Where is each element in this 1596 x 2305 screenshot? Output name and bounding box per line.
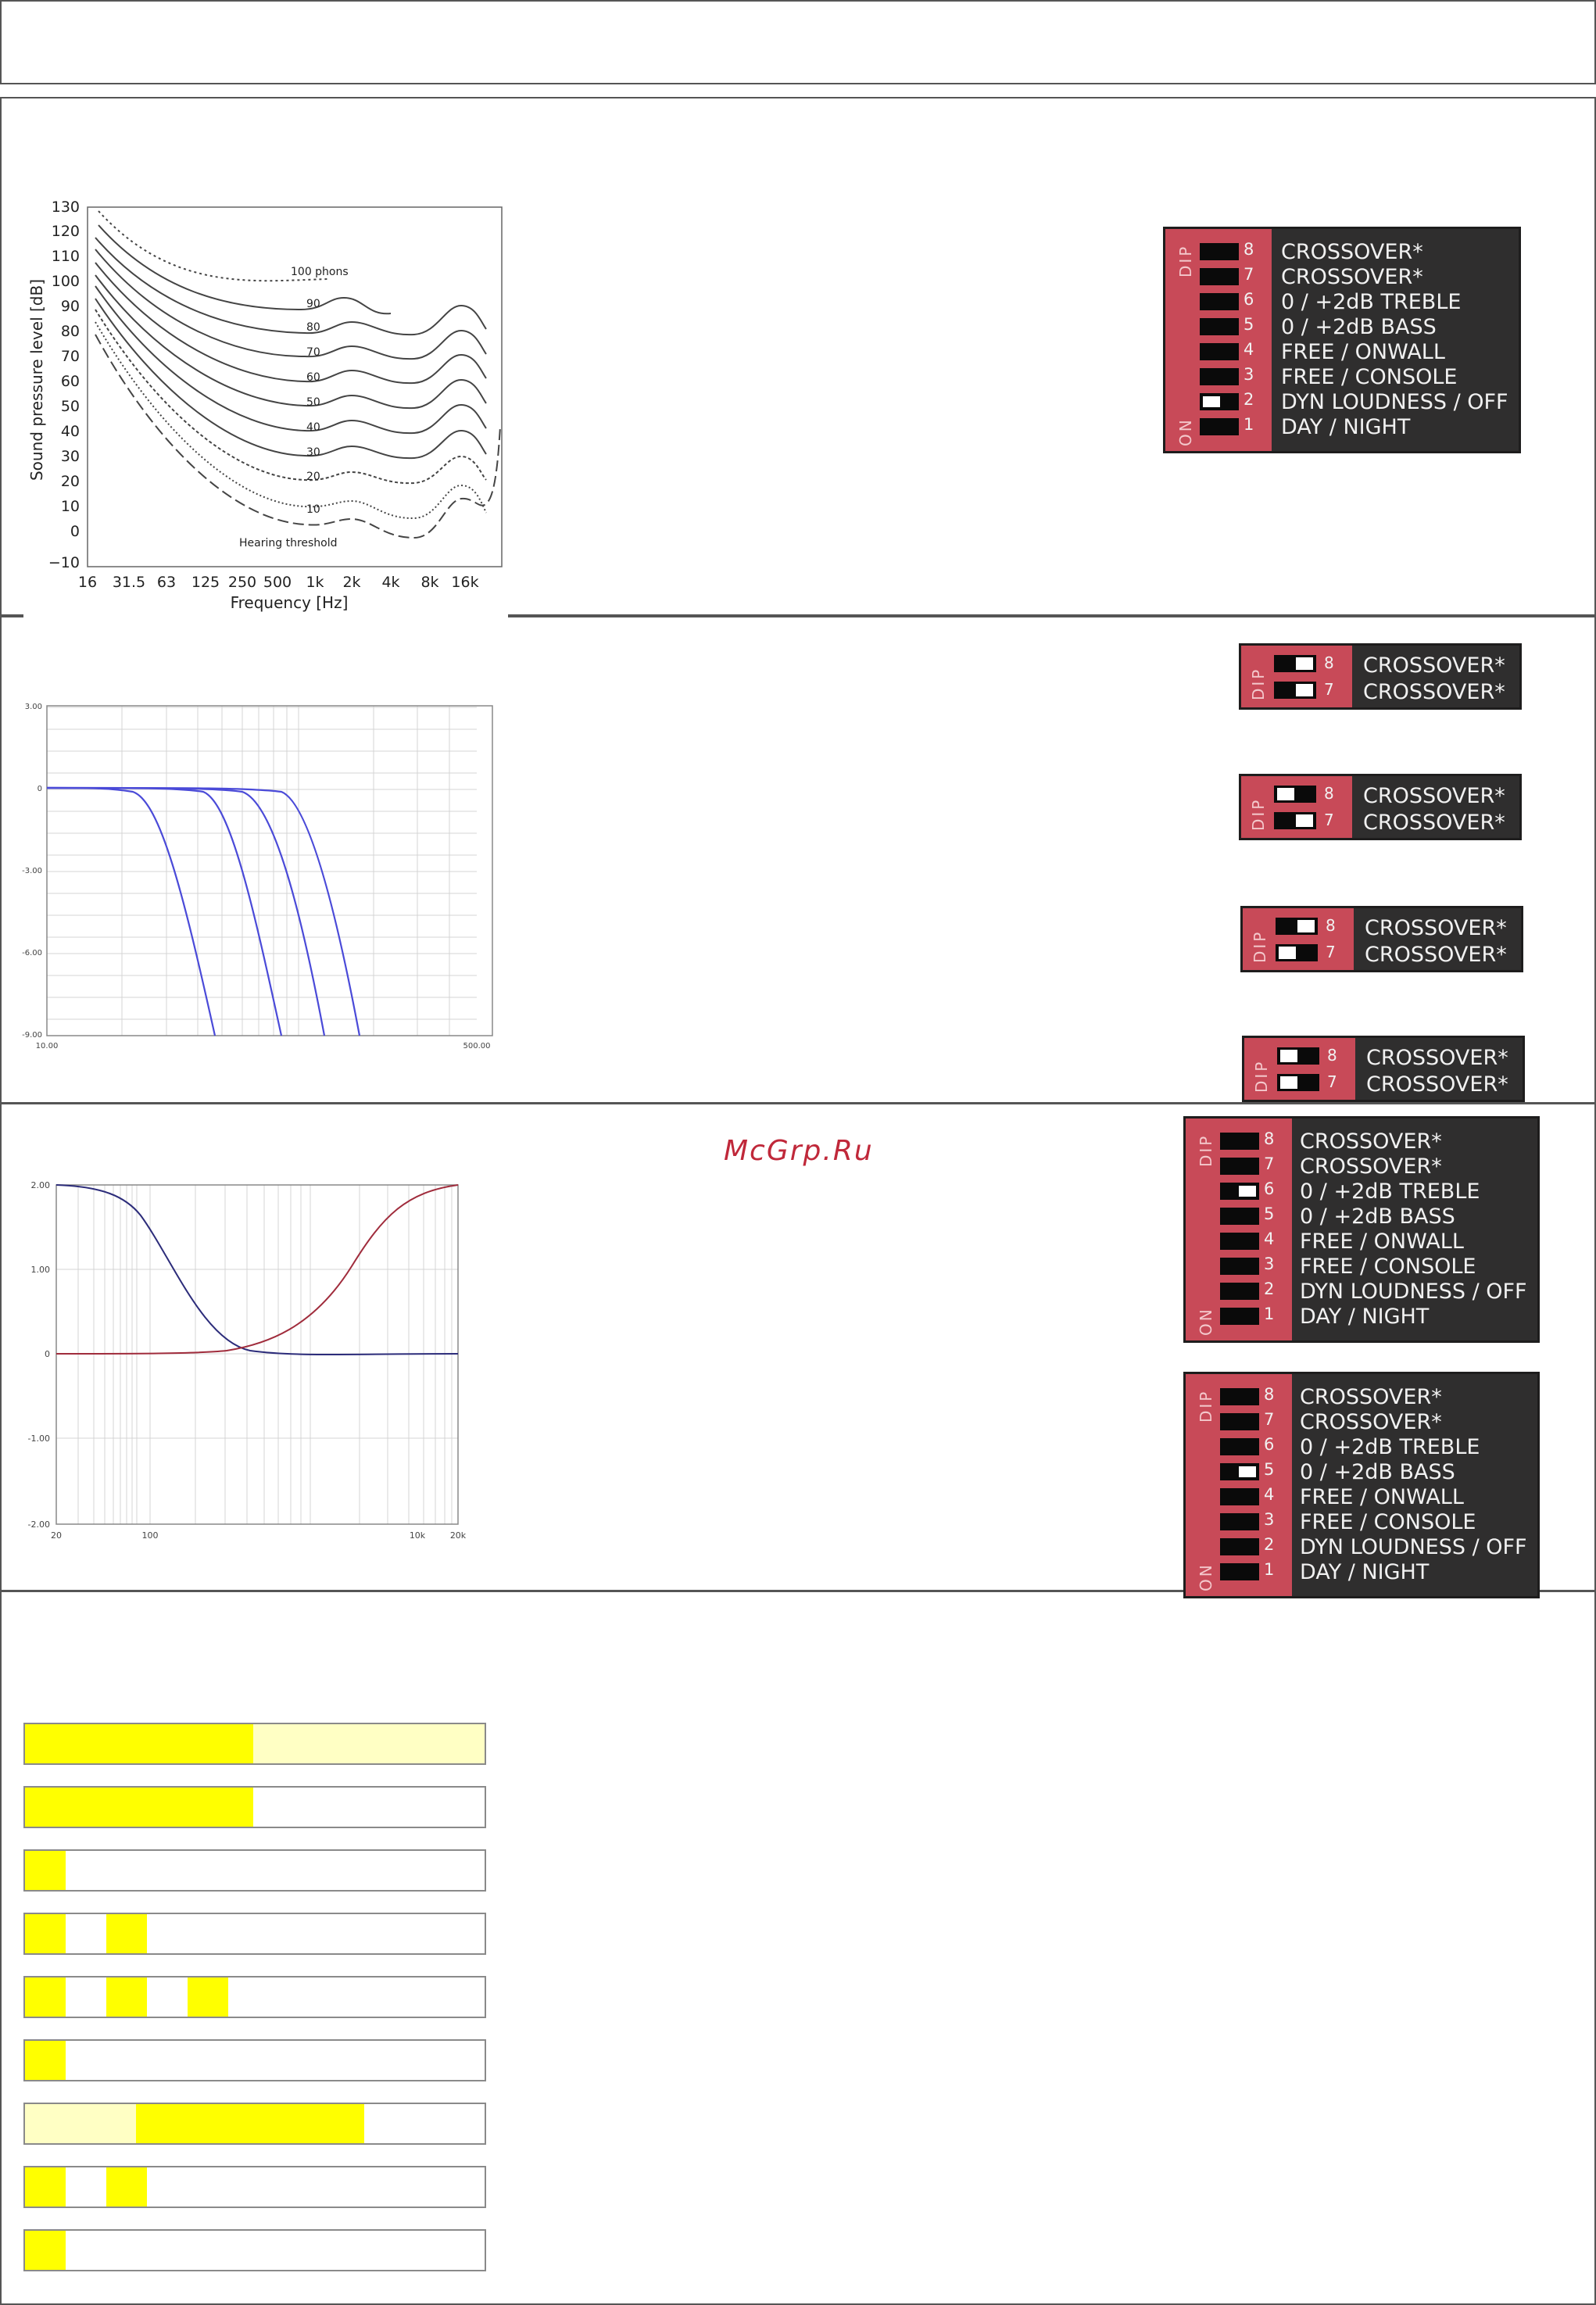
dip-number: 2 (1244, 390, 1254, 409)
dip-label: CROSSOVER* (1363, 653, 1505, 678)
curve-label: 50 (306, 396, 320, 409)
curve-label: 40 (306, 421, 320, 434)
dip-number: 7 (1264, 1154, 1275, 1173)
dip-title: DIP (1249, 797, 1268, 831)
dip-on-label: ON (1197, 1307, 1215, 1336)
x-tick: 31.5 (112, 574, 146, 591)
y-tick: 0 (37, 785, 42, 793)
x-axis-label: Frequency [Hz] (230, 593, 349, 612)
dip-label: 0 / +2dB BASS (1281, 315, 1437, 339)
dip-switch-2-knob (1203, 396, 1220, 407)
y-tick: 40 (60, 423, 80, 440)
dip-number: 7 (1244, 265, 1254, 284)
dip-number: 8 (1264, 1129, 1275, 1148)
x-tick: 10k (409, 1530, 426, 1541)
dip-crossover-panel-3 (1240, 906, 1523, 972)
dip-number: 3 (1244, 365, 1254, 384)
y-tick: 70 (60, 348, 80, 365)
indicator-bar-1 (23, 1723, 486, 1765)
dip-label: CROSSOVER* (1365, 943, 1507, 967)
x-tick: 1k (306, 574, 324, 591)
indicator-bar-4 (23, 1913, 486, 1955)
dip-number: 7 (1326, 943, 1336, 961)
dip-number: 4 (1264, 1485, 1275, 1504)
dip-label: DAY / NIGHT (1300, 1305, 1430, 1329)
y-tick: 10 (60, 498, 80, 515)
y-tick: −10 (48, 554, 80, 571)
dip-number: 7 (1264, 1410, 1275, 1429)
dip-number: 1 (1264, 1560, 1275, 1579)
indicator-bar-6 (23, 2039, 486, 2081)
y-tick: -2.00 (27, 1519, 50, 1530)
dip-label: DYN LOUDNESS / OFF (1281, 390, 1508, 414)
dip-label: FREE / CONSOLE (1300, 1510, 1476, 1534)
dip-switch-7-knob (1279, 947, 1296, 959)
y-axis-label: Sound pressure level [dB] (27, 278, 46, 481)
dip-switch-panel-bass (1183, 1372, 1540, 1598)
header-frame (0, 0, 1596, 84)
curve-label: 90 (306, 298, 320, 310)
dip-title: DIP (1249, 667, 1268, 700)
x-tick: 16 (77, 574, 98, 591)
dip-number: 8 (1324, 653, 1334, 672)
dip-label: CROSSOVER* (1281, 265, 1423, 289)
dip-number: 6 (1244, 290, 1254, 309)
dip-number: 6 (1264, 1435, 1275, 1454)
dip-label: 0 / +2dB TREBLE (1300, 1179, 1480, 1204)
y-tick: 130 (51, 199, 80, 216)
dip-switch-8-knob (1280, 1050, 1297, 1062)
y-tick: 0 (70, 523, 80, 540)
dip-label: CROSSOVER* (1366, 1046, 1508, 1070)
shelf-response-chart (16, 1172, 485, 1552)
dip-label: 0 / +2dB BASS (1300, 1204, 1455, 1229)
dip-switch-8-knob (1277, 788, 1294, 800)
y-tick: 60 (60, 373, 80, 390)
dip-number: 8 (1324, 784, 1334, 803)
dip-title: DIP (1176, 244, 1195, 277)
x-tick: 10.00 (35, 1042, 59, 1050)
dip-title: DIP (1251, 929, 1269, 963)
dip-number: 8 (1244, 240, 1254, 259)
y-tick: 30 (60, 448, 80, 465)
watermark: McGrp.Ru (724, 1135, 874, 1167)
curve-label: 10 (306, 503, 320, 516)
y-tick: -3.00 (22, 867, 42, 875)
dip-number: 7 (1327, 1072, 1337, 1091)
dip-number: 5 (1264, 1204, 1275, 1223)
dip-number: 8 (1327, 1046, 1337, 1065)
y-tick: 110 (51, 248, 80, 265)
dip-label: FREE / CONSOLE (1300, 1255, 1476, 1279)
y-tick: 0 (45, 1349, 50, 1359)
dip-number: 3 (1264, 1255, 1275, 1273)
indicator-bar-2 (23, 1786, 486, 1828)
x-tick: 100 (141, 1530, 159, 1541)
dip-switch-7-knob (1296, 684, 1313, 696)
dip-number: 7 (1324, 811, 1334, 829)
dip-title: DIP (1197, 1133, 1215, 1167)
dip-number: 8 (1326, 916, 1336, 935)
x-tick: 8k (420, 574, 439, 591)
dip-label: DAY / NIGHT (1281, 415, 1411, 439)
dip-label: 0 / +2dB TREBLE (1281, 290, 1462, 314)
dip-label: 0 / +2dB TREBLE (1300, 1435, 1480, 1459)
dip-number: 8 (1264, 1385, 1275, 1404)
dip-switch-panel-loudness (1163, 227, 1521, 453)
curve-label: 30 (306, 446, 320, 459)
curve-label: 60 (306, 371, 320, 384)
x-tick: 500.00 (463, 1042, 491, 1050)
dip-switch-8-knob (1297, 920, 1315, 932)
dip-number: 4 (1244, 340, 1254, 359)
y-tick: 80 (60, 323, 80, 340)
curve-label: Hearing threshold (239, 537, 338, 549)
dip-label: CROSSOVER* (1300, 1154, 1442, 1179)
y-tick: 50 (60, 398, 80, 415)
dip-title: DIP (1197, 1389, 1215, 1423)
dip-number: 7 (1324, 680, 1334, 699)
y-tick: 2.00 (30, 1180, 50, 1190)
dip-number: 4 (1264, 1229, 1275, 1248)
dip-label: CROSSOVER* (1363, 680, 1505, 704)
dip-label: CROSSOVER* (1366, 1072, 1508, 1097)
dip-label: CROSSOVER* (1281, 240, 1423, 264)
dip-title: DIP (1252, 1059, 1271, 1093)
dip-label: FREE / CONSOLE (1281, 365, 1458, 389)
x-tick: 4k (381, 574, 400, 591)
dip-label: DYN LOUDNESS / OFF (1300, 1535, 1527, 1559)
x-tick: 250 (227, 574, 257, 591)
y-tick: -6.00 (22, 949, 42, 957)
dip-label: DAY / NIGHT (1300, 1560, 1430, 1584)
x-tick: 500 (263, 574, 292, 591)
dip-label: CROSSOVER* (1300, 1410, 1442, 1434)
dip-crossover-panel-2 (1239, 774, 1522, 840)
dip-label: FREE / ONWALL (1300, 1229, 1464, 1254)
dip-label: FREE / ONWALL (1300, 1485, 1464, 1509)
x-tick: 20 (51, 1530, 62, 1541)
y-tick: 20 (60, 473, 80, 490)
curve-label: 20 (306, 471, 320, 483)
crossover-response-chart (16, 700, 500, 1059)
indicator-bar-5 (23, 1976, 486, 2018)
dip-number: 3 (1264, 1510, 1275, 1529)
dip-label: CROSSOVER* (1363, 811, 1505, 835)
y-tick: -9.00 (22, 1031, 42, 1040)
dip-switch-5-knob (1239, 1466, 1256, 1477)
x-tick: 20k (449, 1530, 467, 1541)
dip-switch-8-knob (1296, 657, 1313, 670)
dip-on-label: ON (1176, 417, 1195, 446)
dip-number: 1 (1244, 415, 1254, 434)
dip-label: CROSSOVER* (1300, 1129, 1442, 1154)
y-tick: 90 (60, 298, 80, 315)
dip-crossover-panel-4 (1242, 1036, 1525, 1102)
dip-switch-6-knob (1239, 1186, 1256, 1197)
curve-label: 70 (306, 346, 320, 359)
dip-label: CROSSOVER* (1363, 784, 1505, 808)
dip-label: DYN LOUDNESS / OFF (1300, 1280, 1527, 1304)
y-tick: -1.00 (27, 1433, 50, 1444)
indicator-bar-9 (23, 2229, 486, 2271)
indicator-bar-8 (23, 2166, 486, 2208)
x-tick: 63 (156, 574, 177, 591)
dip-number: 6 (1264, 1179, 1275, 1198)
dip-number: 1 (1264, 1305, 1275, 1323)
dip-label: CROSSOVER* (1365, 916, 1507, 940)
y-tick: 1.00 (30, 1265, 50, 1275)
y-tick: 120 (51, 223, 80, 240)
dip-number: 5 (1244, 315, 1254, 334)
dip-label: CROSSOVER* (1300, 1385, 1442, 1409)
curve-label: 80 (306, 321, 320, 334)
dip-switch-7-knob (1280, 1076, 1297, 1089)
dip-number: 5 (1264, 1460, 1275, 1479)
indicator-bar-3 (23, 1849, 486, 1892)
dip-switch-7-knob (1296, 814, 1313, 827)
x-tick: 16k (451, 574, 479, 591)
dip-on-label: ON (1197, 1562, 1215, 1591)
dip-label: FREE / ONWALL (1281, 340, 1445, 364)
equal-loudness-chart (23, 192, 508, 622)
curve-label: 100 phons (291, 266, 349, 278)
y-tick: 3.00 (24, 703, 42, 711)
dip-crossover-panel-1 (1239, 643, 1522, 710)
indicator-bar-7 (23, 2103, 486, 2145)
dip-switch-panel-treble (1183, 1116, 1540, 1343)
y-tick: 100 (51, 273, 80, 290)
dip-label: 0 / +2dB BASS (1300, 1460, 1455, 1484)
dip-number: 2 (1264, 1280, 1275, 1298)
x-tick: 2k (342, 574, 361, 591)
x-tick: 125 (191, 574, 220, 591)
dip-number: 2 (1264, 1535, 1275, 1554)
